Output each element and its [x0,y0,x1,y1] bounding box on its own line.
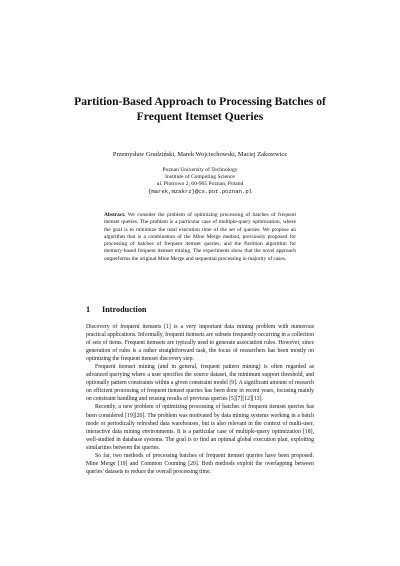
paper-title [60,94,340,124]
body-paragraph: Recently, a new problem of optimizing processing of batches of frequent itemset queries has been considered [19][20]. The problem was motivated by data mining systems working in a batch mode or periodically refreshed data warehouses, but is also relevant in the context of multi-user, interactive data mining environments. It is a particular case of multiple-query optimization [18], well-studied in database systems. The goal is to find an optimal global execution plan, exploiting similarities between the queries. [86,404,314,451]
abstract-label: Abstract. [104,212,126,218]
affiliation-line: Poznan University of Technology [162,167,238,173]
author-email: {marek,mzakrz}@cs.put.poznan.pl [147,188,253,195]
affiliation-block [60,167,340,195]
body-paragraph: Frequent itemset mining (and in general, frequent pattern mining) is often regarded as advanced querying where a user specifies the source dataset, the minimum support threshold, and optionally pattern constraints within a given constraint model [9]. A significant amount of research on efficient processing of frequent itemset queries has been done in recent years, focusing mainly on constraint handling and reusing results of previous queries [5][7][12][13]. [86,364,314,403]
section-number: 1 [86,305,91,314]
body-paragraph: So far, two methods of processing batches of frequent itemset queries have been proposed: Mine Merge [19] and Common Counting [20]. Both methods exploit the overlapping between queries' datasets to reduce the overall processing time. [86,452,314,475]
section-body [86,323,314,476]
title-line-2: Frequent Itemset Queries [136,110,264,123]
body-paragraph: Discovery of frequent itemsets [1] is a very important data mining problem with numerous practical applications. Informally, frequent itemsets are subsets frequently occurring in a collection of sets of items. Frequent itemsets are typically used to generate association rules. However, since generation of rules is a rather straightforward task, the focus of researchers has been mostly on optimizing the frequent itemset discovery step. [86,324,314,363]
affiliation-line: ul. Piotrowo 2, 60-965 Poznan, Poland [156,181,244,187]
author-list: Przemysław Grudziński, Marek Wojciechowski, Maciej Zakrzewicz [112,151,288,158]
section-heading [86,305,146,314]
section-title: Introduction [102,305,147,314]
title-line-1: Partition-Based Approach to Processing Batches of [74,95,326,108]
abstract-text: We consider the problem of optimizing processing of batches of frequent itemset queries. The problem is a particular case of multiple-query optimization, where the goal is to minimize the total execution time of the set of queries. We propose an algorithm that is a combination of the Mine Merge method, previously proposed for processing of batches of frequent itemset queries, and the Partition algorithm for memory-based frequent itemset mining. The experiments show that the novel approach outperforms the original Mine Merge and sequential processing in majority of cases. [104,212,296,262]
affiliation-line: Institute of Computing Science [165,174,235,180]
abstract [104,212,296,263]
